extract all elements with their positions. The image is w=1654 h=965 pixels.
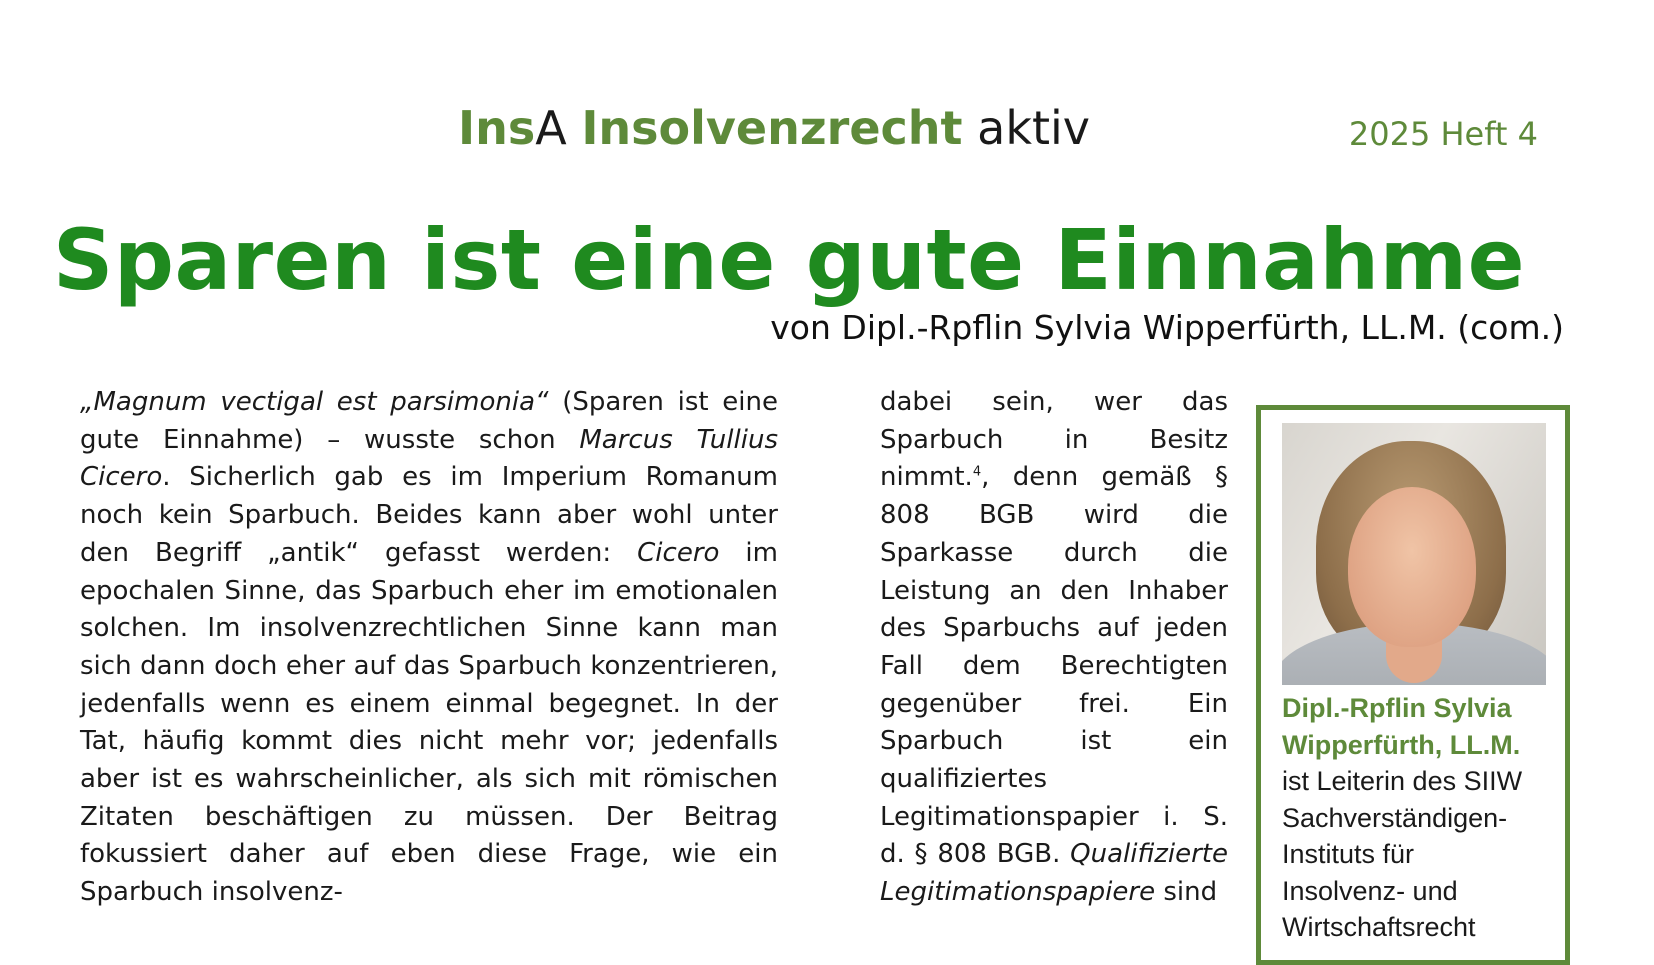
journal-masthead [0, 100, 1548, 156]
masthead-a: A [535, 101, 567, 155]
cicero-name: Cicero [637, 537, 720, 568]
body-column-2 [880, 384, 1228, 912]
author-photo [1282, 423, 1546, 685]
column2-paragraph [880, 384, 1228, 912]
column2-text-1: dabei sein, wer das Sparbuch in Besitz nimmt. [880, 387, 1228, 493]
article-author: von Dipl.-Rpflin Sylvia Wipperfürth, LL.M. (com.) [770, 308, 1564, 347]
footnote-ref[interactable]: 4 [972, 464, 982, 480]
author-bio-desc: ist Leiterin des SIIW Sachverständigen-Instituts für Insolvenz- und Wirtschaftsrecht [1282, 766, 1523, 942]
intro-text-3: im epochalen Sinne, das Sparbuch eher im emotionalen solchen. Im insolvenzrechtlichen Sinne kann man sich dann doch eher auf das Sparbuch konzentrieren, jedenfalls wenn es einem einmal begegnet. In der Tat, häufig kommt dies nicht mehr vor; jedenfalls aber ist es wahrscheinlicher, als sich mit römischen Zitaten beschäftigen zu müssen. Der Beitrag fokussiert daher auf eben diese Frage, wie ein Sparbuch insolvenz- [80, 537, 778, 908]
body-column-1 [80, 384, 778, 912]
article-title: Sparen ist eine gute Einnahme [52, 211, 1526, 309]
masthead-ins: Ins [457, 101, 536, 155]
latin-quote: „Magnum vectigal est parsimonia“ [80, 387, 549, 417]
masthead-aktiv: aktiv [977, 101, 1091, 155]
intro-text-2: . Sicherlich gab es im Imperium Romanum noch kein Sparbuch. Beides kann aber wohl unter den Begriff „antik“ gefasst werden: [80, 462, 778, 568]
author-bio [1282, 690, 1544, 946]
intro-text-1: (Sparen ist eine gute Einnahme) – wusste schon [80, 387, 778, 455]
column2-text-2: , denn gemäß § 808 BGB wird die Sparkasse durch die Leistung an den Inhaber des Sparbuchs auf jeden Fall dem Berechtigten gegenüber frei. Ein Sparbuch ist ein qualifiziertes Legitimationspapier i. S. d. § 808 BGB. [880, 462, 1228, 870]
cicero-full-name: Marcus Tullius Cicero [80, 424, 778, 493]
masthead-insolvenzrecht: Insolvenzrecht [581, 101, 963, 155]
intro-paragraph [80, 384, 778, 912]
column2-text-3: sind [1155, 877, 1218, 908]
author-bio-name: Dipl.-Rpflin Sylvia Wipperfürth, LL.M. [1282, 693, 1521, 760]
issue-label: 2025 Heft 4 [1348, 115, 1538, 153]
legal-term: Qualifizierte Legitimationspapiere [880, 839, 1228, 908]
author-sidebar [1256, 405, 1570, 965]
